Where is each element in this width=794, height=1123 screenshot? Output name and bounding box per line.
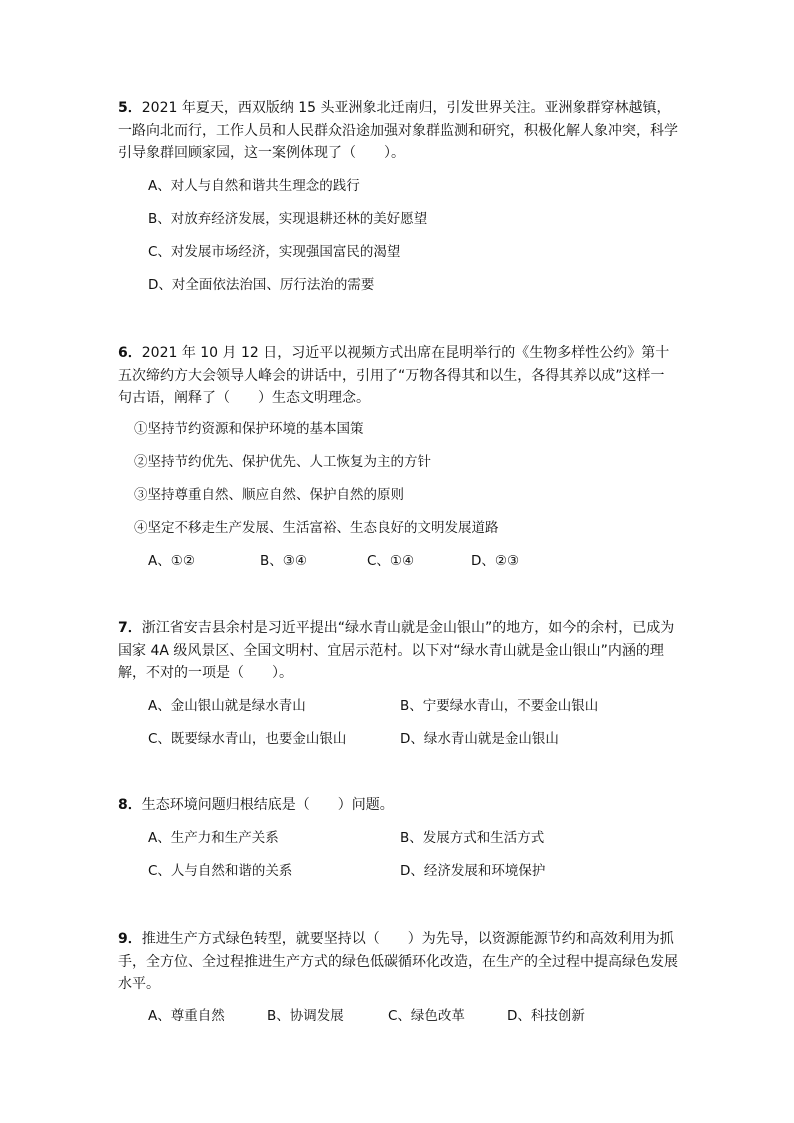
question-7 (118, 617, 678, 685)
option-b[interactable]: B、③④ (260, 553, 307, 569)
statement-1: ①坚持节约资源和保护环境的基本国策 (134, 421, 364, 437)
option-b[interactable]: B、宁要绿水青山，不要金山银山 (400, 698, 599, 714)
question-number: 5． (118, 100, 142, 116)
question-stem: 生态环境问题归根结底是（ ）问题。 (141, 797, 394, 813)
option-b[interactable]: B、发展方式和生活方式 (400, 830, 545, 846)
option-d[interactable]: D、对全面依法治国、厉行法治的需要 (148, 277, 375, 293)
option-a[interactable]: A、尊重自然 (148, 1008, 225, 1024)
question-stem: 推进生产方式绿色转型，就要坚持以（ ）为先导，以资源能源节约和高效利用为抓手，全方位、全过程推进生产方式的绿色低碳循环化改造，在生产的全过程中提高绿色发展水平。 (118, 931, 678, 992)
statement-3: ③坚持尊重自然、顺应自然、保护自然的原则 (134, 487, 404, 503)
statement-4: ④坚定不移走生产发展、生活富裕、生态良好的文明发展道路 (134, 520, 499, 536)
question-stem: 2021 年夏天，西双版纳 15 头亚洲象北迁南归，引发世界关注。亚洲象群穿林越镇，一路向北而行，工作人员和人民群众沿途加强对象群监测和研究，积极化解人象冲突，科学引导象群回顾家园，这一案例体现了（ ）。 (118, 100, 678, 161)
question-stem: 浙江省安吉县余村是习近平提出“绿水青山就是金山银山”的地方，如今的余村，已成为国家 4A 级风景区、全国文明村、宜居示范村。以下对“绿水青山就是金山银山”内涵的理解，不对的一项是（ ）。 (118, 620, 675, 681)
question-number: 9． (118, 931, 142, 947)
question-9 (118, 928, 678, 996)
option-a[interactable]: A、生产力和生产关系 (148, 830, 279, 846)
question-5-options (148, 176, 427, 295)
question-number: 8． (118, 797, 142, 813)
option-d[interactable]: D、②③ (471, 553, 520, 569)
option-a[interactable]: A、对人与自然和谐共生理念的践行 (148, 178, 360, 194)
option-c[interactable]: C、绿色改革 (388, 1008, 465, 1024)
option-b[interactable]: B、协调发展 (267, 1008, 344, 1024)
question-6-statements (134, 419, 499, 538)
question-stem: 2021 年 10 月 12 日，习近平以视频方式出席在昆明举行的《生物多样性公约》第十五次缔约方大会领导人峰会的讲话中，引用了“万物各得其和以生，各得其养以成”这样一句古语，阐释了（ ）生态文明理念。 (118, 345, 670, 406)
option-c[interactable]: C、对发展市场经济，实现强国富民的渴望 (148, 244, 401, 260)
option-d[interactable]: D、科技创新 (507, 1008, 585, 1024)
question-number: 6． (118, 345, 142, 361)
option-c[interactable]: C、①④ (367, 553, 415, 569)
option-d[interactable]: D、经济发展和环境保护 (400, 863, 546, 879)
option-a[interactable]: A、①② (148, 553, 195, 569)
option-c[interactable]: C、既要绿水青山，也要金山银山 (148, 731, 347, 747)
question-5 (118, 97, 678, 165)
option-a[interactable]: A、金山银山就是绿水青山 (148, 698, 306, 714)
question-8 (118, 794, 678, 817)
option-c[interactable]: C、人与自然和谐的关系 (148, 863, 293, 879)
option-b[interactable]: B、对放弃经济发展，实现退耕还林的美好愿望 (148, 211, 428, 227)
option-d[interactable]: D、绿水青山就是金山银山 (400, 731, 559, 747)
statement-2: ②坚持节约优先、保护优先、人工恢复为主的方针 (134, 454, 431, 470)
question-6 (118, 342, 678, 410)
question-number: 7． (118, 620, 142, 636)
